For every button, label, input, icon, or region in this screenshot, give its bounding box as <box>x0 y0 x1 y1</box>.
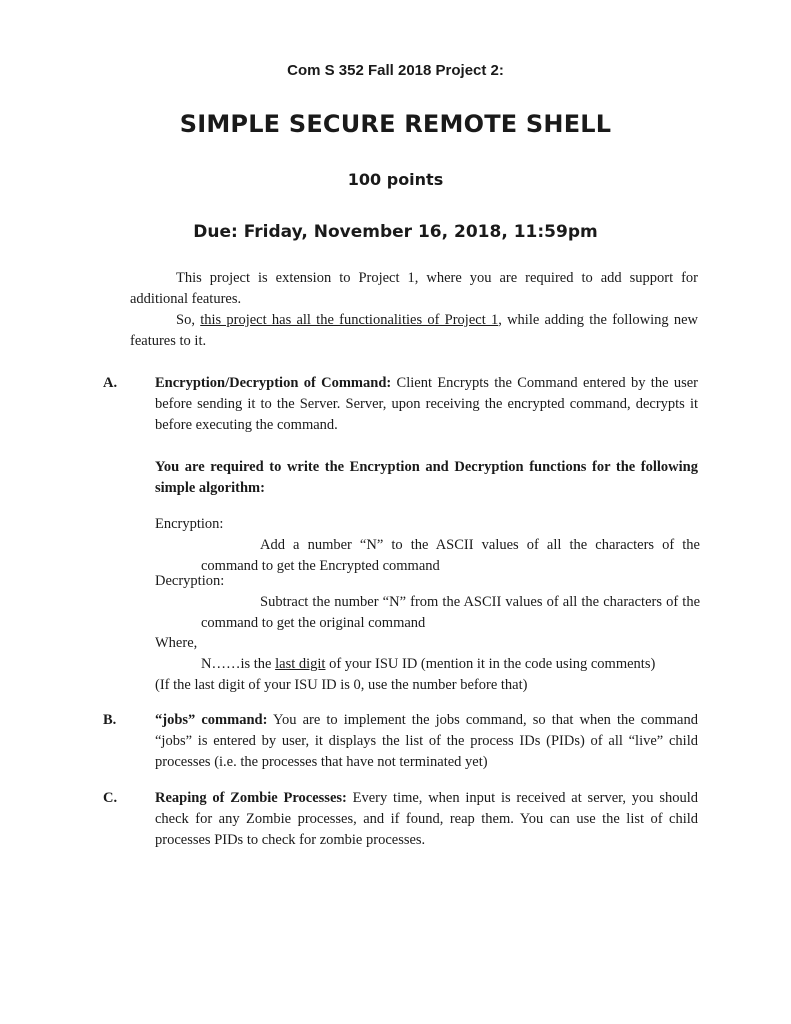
n-definition <box>201 654 700 675</box>
points-line: 100 points <box>347 170 444 189</box>
section-c-letter: C. <box>103 790 118 806</box>
where-block <box>155 633 700 696</box>
section-a-bold-instruction: You are required to write the Encryption and Decryption functions for the following simple algorithm: <box>155 459 698 496</box>
section-a-letter: A. <box>103 375 118 391</box>
section-b-body <box>155 710 698 773</box>
encryption-block <box>155 514 700 577</box>
intro-paragraph-2 <box>130 310 698 352</box>
decryption-label: Decryption: <box>155 573 225 589</box>
encryption-desc: Add a number “N” to the ASCII values of all the characters of the command to get the Encrypted command <box>201 537 700 574</box>
section-c-text: Every time, when input is received at server, you should check for any Zombie processes, and if found, reap them. You can use the list of child processes PIDs to check for zombie processes. <box>155 790 698 848</box>
section-b-letter: B. <box>103 712 117 728</box>
section-a-body <box>155 373 698 436</box>
section-a-heading: Encryption/Decryption of Command: <box>155 375 392 391</box>
intro-p2-after: , while adding the following new features to it. <box>130 312 698 349</box>
document-title: SIMPLE SECURE REMOTE SHELL <box>179 110 612 138</box>
section-c-body <box>155 788 698 851</box>
where-label: Where, <box>155 635 198 651</box>
n-after: of your ISU ID (mention it in the code using comments) <box>325 656 656 672</box>
section-b-heading: “jobs” command: <box>155 712 268 728</box>
n-underlined: last digit <box>275 656 326 672</box>
intro-p2-before: So, <box>176 312 201 328</box>
section-b <box>103 710 703 773</box>
n-before: N……is the <box>201 656 276 672</box>
course-line: Com S 352 Fall 2018 Project 2: <box>287 62 504 79</box>
section-c <box>103 788 703 851</box>
last-digit-note: (If the last digit of your ISU ID is 0, use the number before that) <box>155 677 528 693</box>
decryption-block <box>155 571 700 634</box>
encryption-label: Encryption: <box>155 516 224 532</box>
intro-p2-underlined: this project has all the functionalities of Project 1 <box>200 312 499 328</box>
section-a <box>103 373 703 436</box>
due-date: Due: Friday, November 16, 2018, 11:59pm <box>193 222 598 242</box>
section-a-instruction <box>103 457 703 499</box>
section-c-heading: Reaping of Zombie Processes: <box>155 790 347 806</box>
decryption-desc: Subtract the number “N” from the ASCII values of all the characters of the command to get the original command <box>201 594 700 631</box>
section-b-text: You are to implement the jobs command, so that when the command “jobs” is entered by user, it displays the list of the process IDs (PIDs) of all “live” child processes (i.e. the processes that have not terminated yet) <box>155 712 698 770</box>
section-a-text: Client Encrypts the Command entered by the user before sending it to the Server. Server, upon receiving the encrypted command, decrypts it before executing the command. <box>155 375 698 433</box>
intro-paragraph-1: This project is extension to Project 1, where you are required to add support for additional features. <box>130 270 698 307</box>
